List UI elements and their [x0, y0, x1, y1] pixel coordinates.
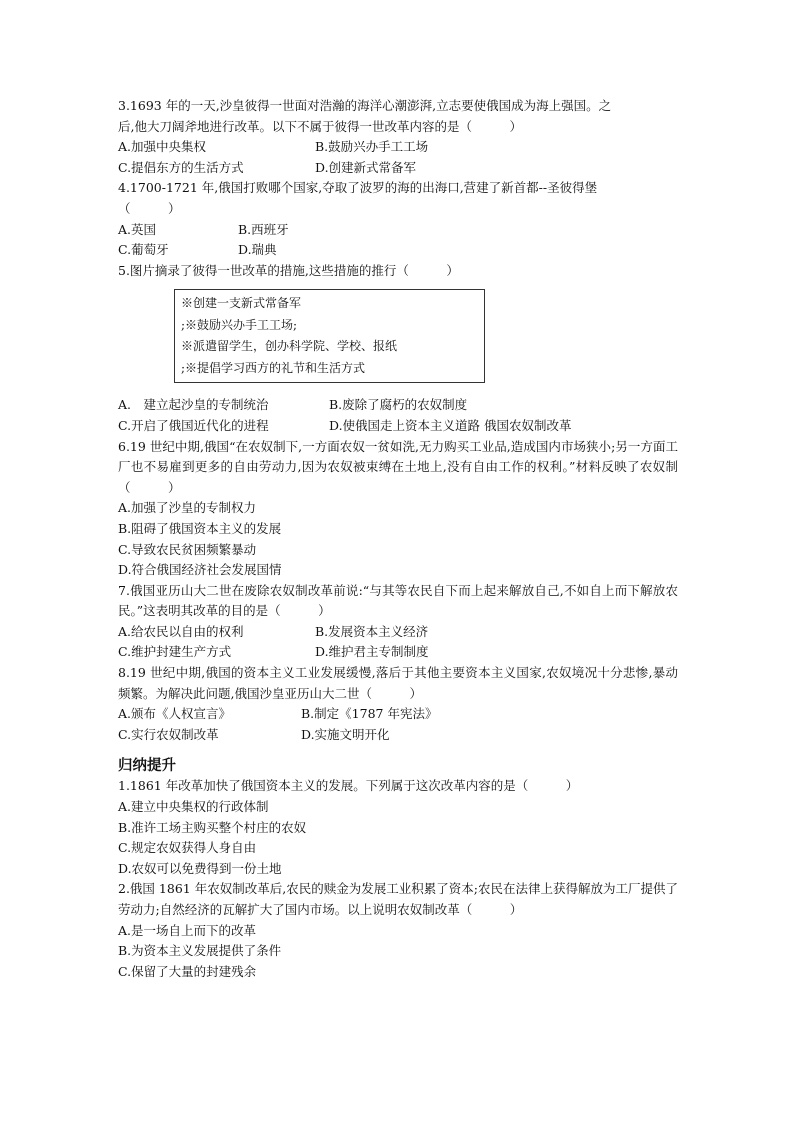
option-c[interactable]: C.实行农奴制改革: [118, 726, 219, 742]
question-8-options-ab: [118, 704, 678, 725]
measure-item: ※创建一支新式常备军: [181, 296, 302, 311]
option-c[interactable]: C.葡萄牙: [118, 242, 169, 258]
option-d[interactable]: D.实施文明开化: [301, 726, 390, 742]
question-5-stem: 5.图片摘录了彼得一世改革的措施,这些措施的推行（ ）: [118, 262, 459, 278]
option-a[interactable]: A.加强了沙皇的专制权力: [118, 500, 257, 516]
option-a[interactable]: A.颁布《人权宣言》: [118, 706, 232, 722]
option-a[interactable]: A.加强中央集权: [118, 139, 207, 155]
question-5-options-ab: [118, 395, 678, 416]
question-7-options-cd: [118, 642, 678, 663]
option-b[interactable]: B.废除了腐朽的农奴制度: [329, 397, 468, 413]
option-a[interactable]: A.给农民以自由的权利: [118, 623, 244, 639]
option-d[interactable]: D.维护君主专制制度: [315, 644, 429, 660]
question-8-stem: 8.19 世纪中期,俄国的资本主义工业发展缓慢,落后于其他主要资本主义国家,农奴境况十分悲惨,暴动频繁。为解决此问题,俄国沙皇亚历山大二世（ ）: [118, 665, 678, 701]
option-b[interactable]: B.阻碍了俄国资本主义的发展: [118, 520, 282, 536]
option-c[interactable]: C.导致农民贫困频繁暴动: [118, 541, 257, 557]
measure-item: ;※提倡学习西方的礼节和生活方式: [181, 360, 366, 375]
option-c[interactable]: C.开启了俄国近代化的进程: [118, 417, 269, 433]
option-c[interactable]: C.维护封建生产方式: [118, 644, 232, 660]
review-question-2-stem: 2.俄国 1861 年农奴制改革后,农民的赎金为发展工业积累了资本;农民在法律上获得解放为工厂提供了劳动力;自然经济的瓦解扩大了国内市场。以上说明农奴制改革（ ）: [118, 881, 678, 917]
option-d[interactable]: D.使俄国走上资本主义道路 俄国农奴制改革: [329, 417, 572, 433]
option-b[interactable]: B.制定《1787 年宪法》: [301, 706, 438, 722]
section-title: 归纳提升: [118, 758, 176, 775]
review-question-1-stem: 1.1861 年改革加快了俄国资本主义的发展。下列属于这次改革内容的是（ ）: [118, 778, 579, 794]
measure-item: ;※鼓励兴办手工工场;: [181, 317, 298, 332]
option-d[interactable]: D.创建新式常备军: [315, 159, 417, 175]
option-c[interactable]: C.规定农奴获得人身自由: [118, 840, 257, 856]
measure-item: ※派遣留学生，创办科学院、学校、报纸: [181, 339, 398, 354]
option-b[interactable]: B.准许工场主购买整个村庄的农奴: [118, 819, 307, 835]
question-3-stem-line2: 后,他大刀阔斧地进行改革。以下不属于彼得一世改革内容的是（ ）: [118, 118, 522, 134]
option-d[interactable]: D.瑞典: [238, 242, 277, 258]
question-7-options-ab: [118, 622, 678, 643]
question-4-options-cd: [118, 240, 678, 261]
question-4-stem-line1: 4.1700-1721 年,俄国打败哪个国家,夺取了波罗的海的出海口,营建了新首都--圣彼得堡: [118, 180, 598, 196]
question-4-options-ab: [118, 220, 678, 241]
option-a[interactable]: A.英国: [118, 221, 157, 237]
reform-measures-box: [174, 289, 485, 383]
option-c[interactable]: C.保留了大量的封建残余: [118, 963, 257, 979]
question-3-stem-line1: 3.1693 年的一天,沙皇彼得一世面对浩瀚的海洋心潮澎湃,立志要使俄国成为海上强国。之: [118, 98, 612, 113]
option-d[interactable]: D.符合俄国经济社会发展国情: [118, 562, 282, 578]
question-8-options-cd: [118, 725, 678, 746]
option-b[interactable]: B.鼓励兴办手工工场: [315, 139, 429, 155]
option-a[interactable]: A.建立中央集权的行政体制: [118, 799, 269, 815]
question-6-stem: 6.19 世纪中期,俄国“在农奴制下,一方面农奴一贫如洗,无力购买工业品,造成国内市场狭小;另一方面工厂也不易雇到更多的自由劳动力,因为农奴被束缚在土地上,没有自由工作的权利。”材料反映了农奴制（ ）: [118, 438, 678, 495]
question-4-stem-line2: （ ）: [118, 200, 181, 216]
question-3-options-cd: [118, 158, 678, 179]
option-b[interactable]: B.发展资本主义经济: [315, 623, 429, 639]
option-a[interactable]: A.是一场自上而下的改革: [118, 922, 257, 938]
question-3-options-ab: [118, 137, 678, 158]
option-b[interactable]: B.为资本主义发展提供了条件: [118, 943, 282, 959]
option-c[interactable]: C.提倡东方的生活方式: [118, 159, 244, 175]
question-content: [118, 96, 678, 982]
question-7-stem: 7.俄国亚历山大二世在废除农奴制改革前说:“与其等农民自下而上起来解放自己,不如自上而下解放农民。”这表明其改革的目的是（ ）: [118, 582, 678, 619]
option-d[interactable]: D.农奴可以免费得到一份土地: [118, 860, 282, 876]
option-a[interactable]: A. 建立起沙皇的专制统治: [118, 397, 269, 413]
option-b[interactable]: B.西班牙: [238, 221, 289, 237]
question-5-options-cd: [118, 416, 678, 437]
